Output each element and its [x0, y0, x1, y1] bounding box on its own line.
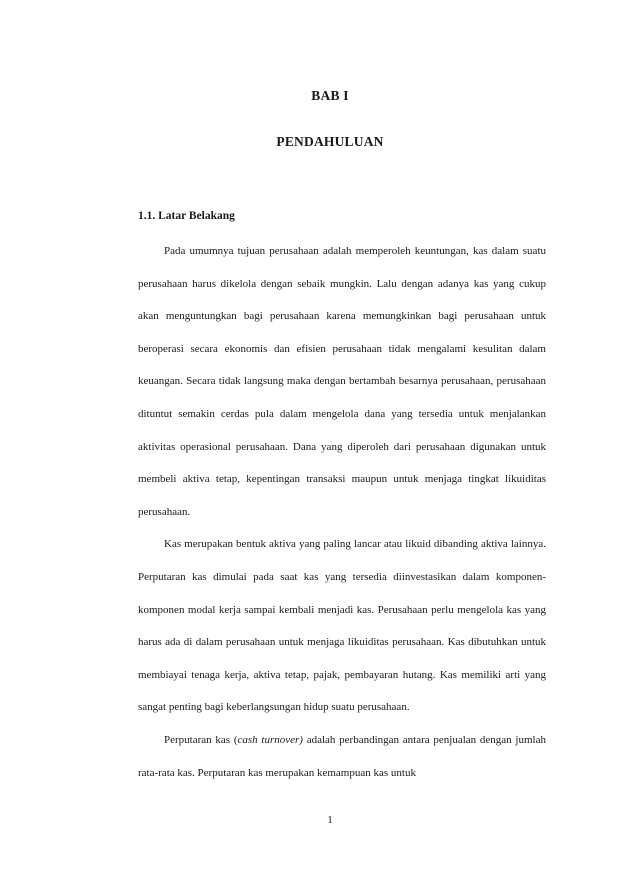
section-heading: 1.1. Latar Belakang — [138, 210, 235, 222]
paragraph-3 — [138, 724, 546, 789]
cash-turnover-term: cash turnover) — [237, 733, 303, 746]
paragraph-2: Kas merupakan bentuk aktiva yang paling lancar atau likuid dibanding aktiva lainnya. Perputaran kas dimulai pada saat kas yang tersedia diinvestasikan dalam komponen-komponen modal kerja sampai kembali menjadi kas. Perusahaan perlu mengelola kas yang harus ada di dalam perusahaan untuk menjaga likuiditas perusahaan. Kas dibutuhkan untuk membiayai tenaga kerja, aktiva tetap, pajak, pembayaran hutang. Kas memiliki arti yang sangat penting bagi keberlangsungan hidup suatu perusahaan. — [138, 538, 546, 714]
paragraph-3-lead: Perputaran kas ( — [164, 733, 238, 746]
page-number: 1 — [327, 814, 333, 826]
chapter-title: PENDAHULUAN — [276, 134, 384, 149]
body-text — [138, 235, 546, 789]
paragraph-3-rest: adalah perbandingan antara penjualan dengan jumlah rata-rata kas. Perputaran kas merupakan kemampuan kas untuk — [138, 733, 546, 779]
paragraph-1: Pada umumnya tujuan perusahaan adalah memperoleh keuntungan, kas dalam suatu perusahaan harus dikelola dengan sebaik mungkin. Lalu dengan adanya kas yang cukup akan menguntungkan bagi perusahaan karena memungkinkan bagi perusahaan untuk beroperasi secara ekonomis dan efisien perusahaan tidak mengalami kesulitan dalam keuangan. Secara tidak langsung maka dengan bertambah besarnya perusahaan, perusahaan dituntut semakin cerdas pula dalam mengelola dana yang tersedia untuk menjalankan aktivitas operasional perusahaan. Dana yang diperoleh dari perusahaan digunakan untuk membeli aktiva tetap, kepentingan transaksi maupun untuk menjaga tingkat likuiditas perusahaan. — [138, 245, 546, 518]
chapter-number: BAB I — [311, 88, 349, 103]
